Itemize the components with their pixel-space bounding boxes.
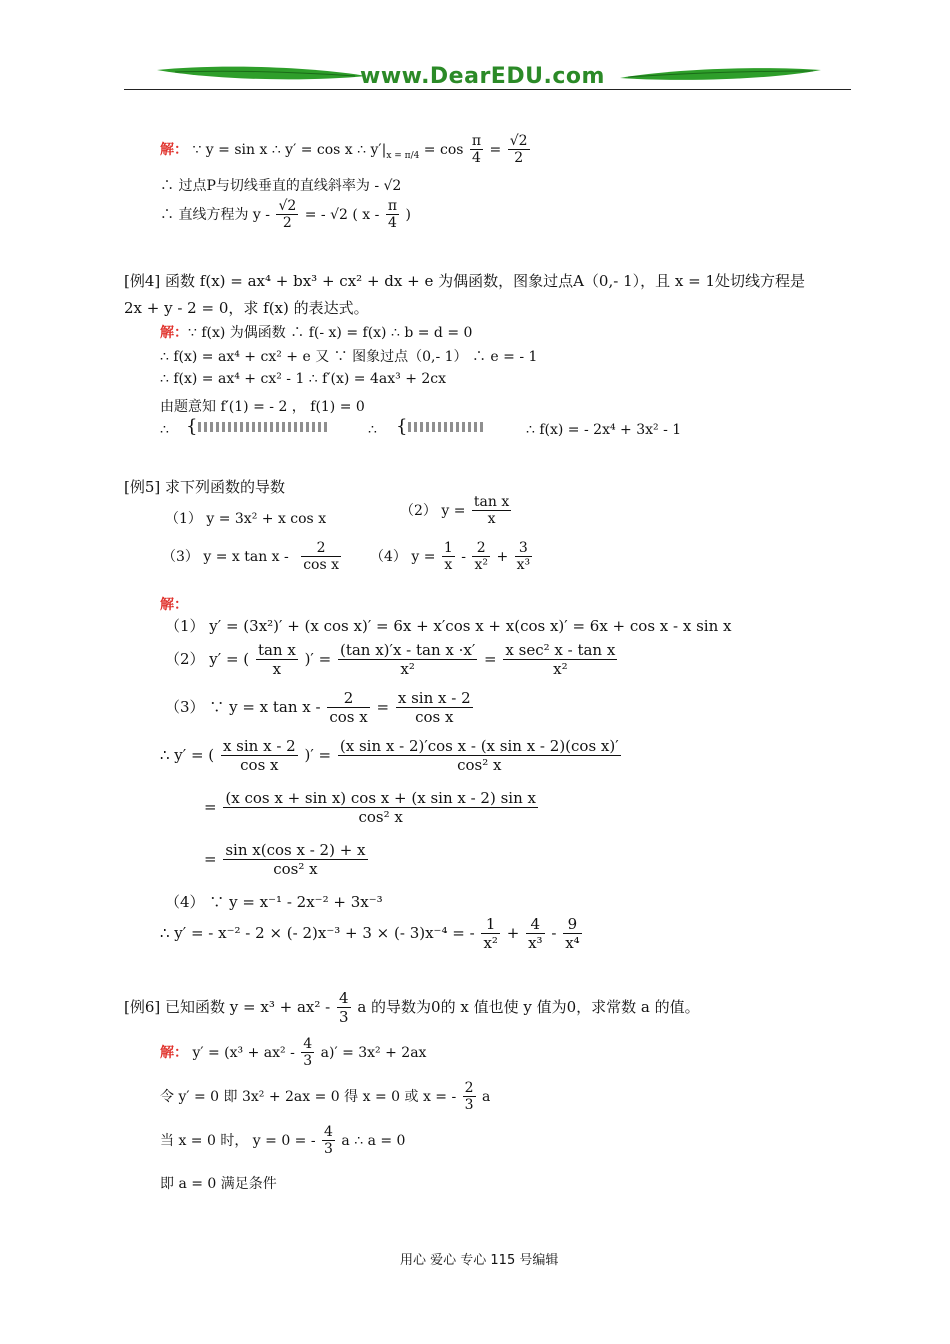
example-6-line-1: 解： y′ = (x³ + ax² - $\frac{4}{3}$ a)′ = 3x² + 2ax <box>160 1036 427 1070</box>
example-4-line-5-a: ∴ <box>160 422 169 438</box>
example-4-title-cont: 2x + y - 2 = 0，求 f(x) 的表达式。 <box>124 299 369 317</box>
solution-1-line-3: ∴ 直线方程为 y - $\frac{√2}{2}$ = - √2 ( x - $\frac{\pi}{4}$ ) <box>160 198 411 232</box>
example-5-solution-3-derivative: ∴ y′ = ( $\frac{\text{x sin x - 2}}{\text{cos x}}$ )′ = $\frac{\text{(x sin x - 2)′cos x - (x sin x - 2)(cos x)′}}{\text{cos² x}}$ <box>160 737 619 775</box>
example-6-line-2: 令 y′ = 0 即 3x² + 2ax = 0 得 x = 0 或 x = - $\frac{2}{3}$ a <box>160 1080 491 1114</box>
example-5-solution-3-step-2: = $\frac{\text{(x cos x + sin x) cos x + (x sin x - 2) sin x}}{\text{cos² x}}$ <box>204 789 536 827</box>
example-4-line-4: 由题意知 f′(1) = - 2 ， f(1) = 0 <box>160 399 365 415</box>
example-5-problem-4: （4） y = $\frac{1}{x}$ - $\frac{2}{\text{x²}}$ + $\frac{3}{\text{x³}}$ <box>370 540 531 574</box>
example-5-solution-3-step-3: = $\frac{\text{sin x(cos x - 2) + x}}{\text{cos² x}}$ <box>204 841 366 879</box>
left-leaf-decoration <box>155 62 370 84</box>
system-brace-1: { <box>186 416 198 437</box>
solution-1-line-1: 解： ∵ y = sin x ∴ y′ = cos x ∴ $y'|_{x = \pi/4} = \cos$ $\frac{\pi}{4}$ = $\frac{√2}{2}$ <box>160 133 528 167</box>
site-brand: www.DearEDU.com <box>360 64 605 89</box>
solution-label: 解： <box>160 141 188 158</box>
example-5-solution-1: （1） y′ = (3x²)′ + (x cos x)′ = 6x + x′cos x + x(cos x)′ = 6x + cos x - x sin x <box>165 617 732 635</box>
header-rule <box>124 89 851 90</box>
example-4-title: [例4] 函数 f(x) = ax⁴ + bx³ + cx² + dx + e 为偶函数，图象过点A（0,- 1），且 x = 1处切线方程是 <box>124 272 805 290</box>
example-5-problem-3: （3） y = x tan x - $\frac{2}{\text{cos x}}$ <box>162 540 340 574</box>
example-6-title: [例6] 已知函数 y = x³ + ax² - $\frac{4}{3}$ a 的导数为0的 x 值也使 y 值为0，求常数 a 的值。 <box>124 989 700 1027</box>
example-5-solution-3-given: （3） ∵ y = x tan x - $\frac{2}{\text{cos x}}$ = $\frac{\text{x sin x - 2}}{\text{cos x}}$ <box>165 689 471 727</box>
right-leaf-decoration <box>618 64 823 84</box>
garbled-equation-system-1 <box>198 422 328 432</box>
example-5-solution-4-given: （4） ∵ y = x⁻¹ - 2x⁻² + 3x⁻³ <box>165 893 383 911</box>
example-5-problem-2: （2） y = $\frac{\text{tan x}}{x}$ <box>400 494 510 528</box>
example-4-line-2: ∴ f(x) = ax⁴ + cx² + e 又 ∵ 图象过点（0,- 1） ∴ e = - 1 <box>160 349 538 365</box>
example-4-line-3: ∴ f(x) = ax⁴ + cx² - 1 ∴ f′(x) = 4ax³ + 2cx <box>160 371 447 387</box>
system-brace-2: { <box>396 416 408 437</box>
example-5-solution-label: 解： <box>160 597 188 613</box>
page-footer: 用心 爱心 专心 115 号编辑 <box>400 1253 559 1268</box>
example-5-problem-1: （1） y = 3x² + x cos x <box>165 511 327 527</box>
garbled-equation-system-2 <box>408 422 486 432</box>
example-4-line-5-c: ∴ f(x) = - 2x⁴ + 3x² - 1 <box>526 422 682 438</box>
example-4-line-1: 解：∵ f(x) 为偶函数 ∴ f(- x) = f(x) ∴ b = d = 0 <box>160 325 473 341</box>
solution-1-line-2: ∴ 过点P与切线垂直的直线斜率为 - √2 <box>160 178 402 194</box>
example-5-title: [例5] 求下列函数的导数 <box>124 478 286 496</box>
example-5-solution-4-derivative: ∴ y′ = - x⁻² - 2 × (- 2)x⁻³ + 3 × (- 3)x⁻⁴ = - $\frac{1}{\text{x²}}$ + $\frac{4}{\text{x³}}$ - $\frac{9}{\text{x⁴}}$ <box>160 915 580 953</box>
example-4-line-5-b: ∴ <box>368 422 377 438</box>
example-6-line-3: 当 x = 0 时， y = 0 = - $\frac{4}{3}$ a ∴ a = 0 <box>160 1124 406 1158</box>
example-5-solution-2: （2） y′ = ( $\frac{\text{tan x}}{x}$ )′ = $\frac{\text{(tan x)′x - tan x ·x′}}{\text{x²}}$ = $\frac{\text{x sec² x - tan x}}{\text{x²}}$ <box>165 641 616 679</box>
example-6-line-4: 即 a = 0 满足条件 <box>160 1176 277 1192</box>
